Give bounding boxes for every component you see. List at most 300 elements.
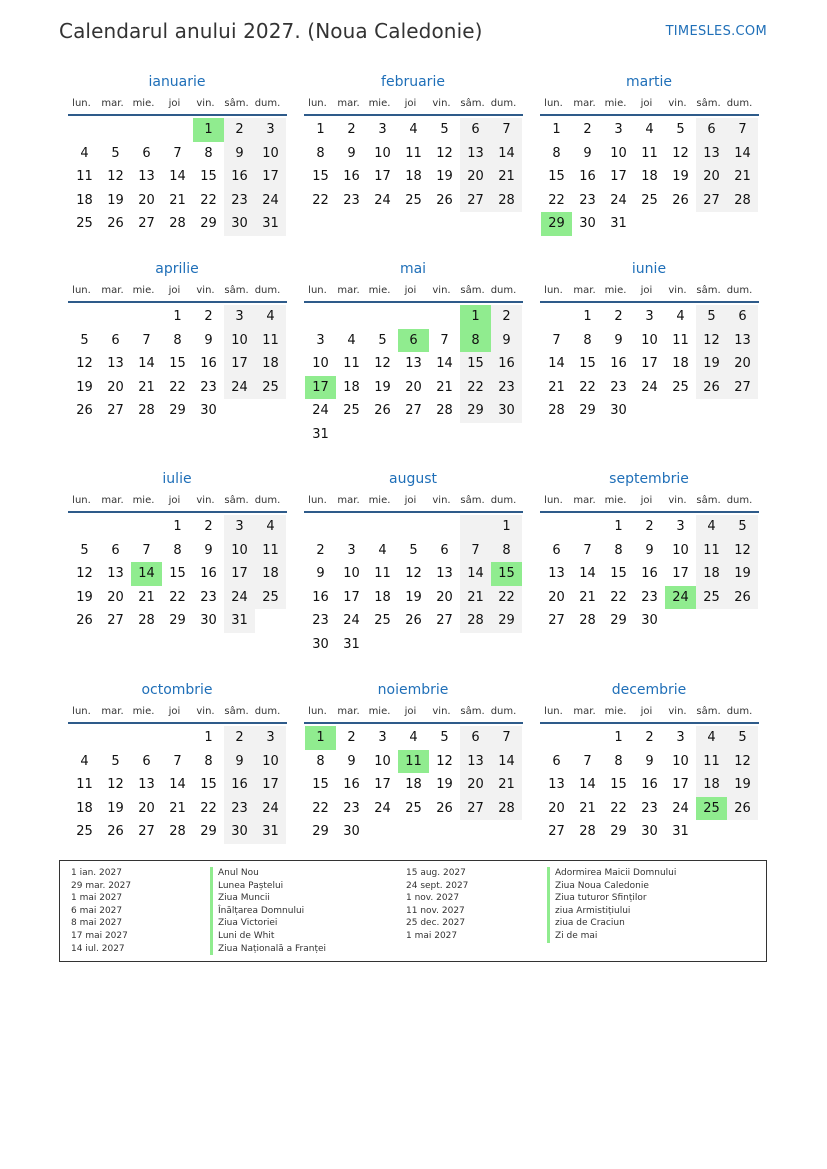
day-cell: 13 bbox=[727, 329, 758, 353]
empty-cell bbox=[224, 399, 255, 423]
day-cell: 27 bbox=[460, 797, 491, 821]
day-cell: 2 bbox=[224, 726, 255, 750]
empty-cell bbox=[69, 515, 100, 539]
empty-cell bbox=[460, 820, 491, 844]
day-cell: 6 bbox=[552, 753, 561, 769]
day-cell: 26 bbox=[374, 403, 391, 419]
day-cell: 17 bbox=[255, 773, 286, 797]
day-cell: 16 bbox=[579, 169, 596, 185]
day-cell: 19 bbox=[107, 192, 124, 208]
weekday-label: lun. bbox=[544, 284, 563, 296]
month-iunie bbox=[538, 258, 760, 423]
day-cell: 8 bbox=[614, 542, 623, 558]
empty-cell bbox=[572, 726, 603, 750]
day-cell: 15 bbox=[579, 356, 596, 372]
weekday-label: sâm. bbox=[696, 494, 721, 506]
day-cell: 5 bbox=[696, 305, 727, 329]
legend-holiday-name: Ziua tuturor Sfinților bbox=[547, 892, 676, 905]
day-cell: 8 bbox=[204, 145, 213, 161]
empty-cell bbox=[665, 609, 696, 633]
day-cell: 29 bbox=[460, 399, 491, 423]
weekday-label: lun. bbox=[544, 705, 563, 717]
day-cell: 23 bbox=[491, 376, 522, 400]
empty-cell bbox=[727, 609, 758, 633]
weekday-label: vin. bbox=[668, 705, 687, 717]
day-cell: 3 bbox=[378, 122, 387, 137]
weekday-label: joi bbox=[640, 284, 653, 296]
empty-cell bbox=[429, 633, 460, 657]
day-cell: 20 bbox=[138, 192, 155, 208]
day-cell: 18 bbox=[696, 562, 727, 586]
weekday-label: mar. bbox=[337, 284, 360, 296]
day-cell: 9 bbox=[316, 566, 325, 582]
day-cell: 29 bbox=[579, 403, 596, 419]
day-cell: 15 bbox=[169, 566, 186, 582]
day-cell: 22 bbox=[610, 589, 627, 605]
weekday-label: mar. bbox=[573, 284, 596, 296]
day-cell: 13 bbox=[460, 142, 491, 166]
header-rule bbox=[68, 511, 287, 513]
day-cell: 12 bbox=[727, 750, 758, 774]
day-cell: 24 bbox=[312, 403, 329, 419]
month-august bbox=[302, 468, 524, 657]
empty-cell bbox=[100, 305, 131, 329]
day-cell: 15 bbox=[610, 777, 627, 793]
header-rule bbox=[304, 114, 523, 116]
day-cell: 19 bbox=[374, 379, 391, 395]
legend-holiday-date: 6 mai 2027 bbox=[71, 905, 123, 916]
empty-cell bbox=[398, 515, 429, 539]
header-rule bbox=[540, 301, 759, 303]
month-name: aprilie bbox=[155, 261, 199, 277]
weekday-label: lun. bbox=[308, 705, 327, 717]
header-rule bbox=[68, 301, 287, 303]
day-cell: 6 bbox=[111, 332, 120, 348]
day-cell: 10 bbox=[672, 542, 689, 558]
legend-holiday-date: 15 aug. 2027 bbox=[406, 868, 466, 878]
empty-cell bbox=[69, 118, 100, 142]
day-cell: 10 bbox=[343, 566, 360, 582]
day-cell: 24 bbox=[255, 797, 286, 821]
legend-holiday-date: 11 nov. 2027 bbox=[406, 905, 465, 916]
day-cell: 24 bbox=[672, 800, 689, 816]
day-cell: 12 bbox=[374, 356, 391, 372]
weekday-label: mar. bbox=[337, 97, 360, 109]
weekday-label: dum. bbox=[490, 705, 517, 717]
empty-cell bbox=[460, 633, 491, 657]
day-cell: 30 bbox=[200, 403, 217, 419]
day-grid bbox=[541, 118, 758, 236]
day-cell: 30 bbox=[641, 613, 658, 629]
empty-cell bbox=[491, 423, 522, 447]
weekday-label: mar. bbox=[573, 494, 596, 506]
weekday-label: joi bbox=[404, 494, 417, 506]
day-cell: 5 bbox=[440, 730, 449, 745]
empty-cell bbox=[69, 305, 100, 329]
month-noiembrie bbox=[302, 679, 524, 844]
empty-cell bbox=[572, 515, 603, 539]
day-cell: 28 bbox=[138, 403, 155, 419]
day-cell: 28 bbox=[491, 189, 522, 213]
legend-holiday-date: 1 mai 2027 bbox=[406, 930, 458, 941]
legend-holiday-date: 8 mai 2027 bbox=[71, 918, 123, 929]
day-cell: 7 bbox=[583, 542, 592, 558]
legend-dates-left bbox=[71, 867, 131, 955]
day-cell: 8 bbox=[316, 753, 325, 769]
legend-holiday-name: Adormirea Maicii Domnului bbox=[547, 867, 676, 880]
day-cell: 7 bbox=[142, 332, 151, 348]
empty-cell bbox=[696, 820, 727, 844]
weekday-label: dum. bbox=[726, 97, 753, 109]
day-cell: 30 bbox=[579, 216, 596, 232]
day-cell: 20 bbox=[460, 773, 491, 797]
day-cell: 30 bbox=[224, 212, 255, 236]
day-cell: 10 bbox=[255, 142, 286, 166]
weekday-label: mie. bbox=[604, 494, 627, 506]
legend-dates-right bbox=[406, 867, 468, 943]
day-cell: 19 bbox=[405, 589, 422, 605]
holiday-day-cell: 1 bbox=[193, 118, 224, 142]
day-cell: 14 bbox=[491, 750, 522, 774]
day-cell: 3 bbox=[378, 730, 387, 745]
day-cell: 4 bbox=[645, 122, 654, 137]
weekday-label: dum. bbox=[490, 97, 517, 109]
day-cell: 11 bbox=[76, 169, 93, 185]
day-cell: 24 bbox=[224, 376, 255, 400]
day-cell: 21 bbox=[579, 800, 596, 816]
day-cell: 5 bbox=[409, 542, 418, 558]
legend-holiday-name: Ziua Muncii bbox=[210, 892, 326, 905]
weekday-header bbox=[538, 280, 760, 300]
day-cell: 29 bbox=[200, 216, 217, 232]
day-cell: 9 bbox=[224, 750, 255, 774]
holiday-day-cell: 25 bbox=[696, 797, 727, 821]
weekday-label: mar. bbox=[101, 705, 124, 717]
day-cell: 16 bbox=[491, 352, 522, 376]
day-cell: 23 bbox=[200, 589, 217, 605]
day-cell: 28 bbox=[548, 403, 565, 419]
header-rule bbox=[540, 114, 759, 116]
day-cell: 25 bbox=[374, 613, 391, 629]
weekday-label: mar. bbox=[101, 284, 124, 296]
day-cell: 3 bbox=[224, 305, 255, 329]
day-cell: 17 bbox=[255, 165, 286, 189]
day-cell: 1 bbox=[614, 519, 623, 534]
day-grid bbox=[305, 726, 522, 844]
day-cell: 21 bbox=[491, 773, 522, 797]
day-cell: 2 bbox=[204, 309, 213, 324]
holiday-day-cell: 8 bbox=[460, 329, 491, 353]
empty-cell bbox=[398, 820, 429, 844]
day-cell: 27 bbox=[548, 613, 565, 629]
day-cell: 10 bbox=[672, 753, 689, 769]
weekday-label: joi bbox=[168, 705, 181, 717]
empty-cell bbox=[696, 212, 727, 236]
day-cell: 22 bbox=[548, 192, 565, 208]
day-cell: 15 bbox=[169, 356, 186, 372]
day-cell: 11 bbox=[343, 356, 360, 372]
weekday-label: mar. bbox=[573, 705, 596, 717]
day-cell: 30 bbox=[224, 820, 255, 844]
holiday-day-cell: 29 bbox=[541, 212, 572, 236]
weekday-label: sâm. bbox=[460, 705, 485, 717]
day-cell: 7 bbox=[460, 539, 491, 563]
day-cell: 22 bbox=[169, 379, 186, 395]
weekday-label: vin. bbox=[668, 97, 687, 109]
day-cell: 28 bbox=[436, 403, 453, 419]
day-cell: 7 bbox=[727, 118, 758, 142]
header-rule bbox=[304, 511, 523, 513]
day-cell: 9 bbox=[491, 329, 522, 353]
empty-cell bbox=[541, 305, 572, 329]
day-cell: 4 bbox=[80, 753, 89, 769]
weekday-label: joi bbox=[404, 705, 417, 717]
day-cell: 27 bbox=[138, 824, 155, 840]
legend-holiday-name: Înălțarea Domnului bbox=[210, 905, 326, 918]
holiday-day-cell: 14 bbox=[131, 562, 162, 586]
day-cell: 14 bbox=[460, 562, 491, 586]
day-cell: 10 bbox=[224, 539, 255, 563]
month-name: martie bbox=[626, 74, 672, 90]
empty-cell bbox=[460, 515, 491, 539]
day-cell: 12 bbox=[436, 145, 453, 161]
weekday-header bbox=[66, 280, 288, 300]
day-cell: 19 bbox=[727, 773, 758, 797]
day-cell: 19 bbox=[727, 562, 758, 586]
day-cell: 21 bbox=[138, 379, 155, 395]
weekday-label: lun. bbox=[72, 494, 91, 506]
day-cell: 4 bbox=[676, 309, 685, 324]
weekday-label: vin. bbox=[432, 494, 451, 506]
day-cell: 24 bbox=[343, 613, 360, 629]
day-cell: 30 bbox=[491, 399, 522, 423]
weekday-label: dum. bbox=[254, 97, 281, 109]
day-cell: 23 bbox=[224, 189, 255, 213]
day-cell: 22 bbox=[579, 379, 596, 395]
weekday-header bbox=[302, 490, 524, 510]
month-name: iulie bbox=[162, 471, 192, 487]
day-grid bbox=[541, 305, 758, 423]
day-cell: 28 bbox=[579, 824, 596, 840]
weekday-label: joi bbox=[640, 97, 653, 109]
month-septembrie bbox=[538, 468, 760, 633]
day-cell: 29 bbox=[169, 403, 186, 419]
day-cell: 23 bbox=[579, 192, 596, 208]
empty-cell bbox=[131, 305, 162, 329]
day-cell: 11 bbox=[696, 750, 727, 774]
holiday-day-cell: 15 bbox=[491, 562, 522, 586]
legend-holiday-name: Anul Nou bbox=[210, 867, 326, 880]
day-cell: 20 bbox=[460, 165, 491, 189]
day-cell: 9 bbox=[583, 145, 592, 161]
day-cell: 18 bbox=[343, 379, 360, 395]
day-cell: 11 bbox=[255, 329, 286, 353]
day-cell: 29 bbox=[610, 824, 627, 840]
weekday-label: vin. bbox=[668, 494, 687, 506]
day-grid bbox=[69, 726, 286, 844]
day-cell: 20 bbox=[548, 589, 565, 605]
month-name: august bbox=[389, 471, 437, 487]
empty-cell bbox=[100, 515, 131, 539]
day-cell: 26 bbox=[107, 824, 124, 840]
holiday-day-cell: 1 bbox=[305, 726, 336, 750]
day-cell: 6 bbox=[696, 118, 727, 142]
weekday-label: vin. bbox=[196, 284, 215, 296]
legend-holiday-name: Ziua Victoriei bbox=[210, 917, 326, 930]
day-cell: 3 bbox=[316, 332, 325, 348]
empty-cell bbox=[696, 609, 727, 633]
day-cell: 2 bbox=[491, 305, 522, 329]
empty-cell bbox=[491, 820, 522, 844]
day-cell: 16 bbox=[200, 356, 217, 372]
weekday-header bbox=[538, 490, 760, 510]
day-cell: 15 bbox=[548, 169, 565, 185]
weekday-label: mie. bbox=[368, 705, 391, 717]
weekday-label: sâm. bbox=[460, 284, 485, 296]
day-cell: 10 bbox=[610, 145, 627, 161]
day-cell: 13 bbox=[405, 356, 422, 372]
day-cell: 18 bbox=[255, 562, 286, 586]
day-cell: 18 bbox=[76, 192, 93, 208]
day-cell: 7 bbox=[173, 753, 182, 769]
day-cell: 18 bbox=[641, 169, 658, 185]
day-cell: 10 bbox=[224, 329, 255, 353]
day-cell: 21 bbox=[579, 589, 596, 605]
day-cell: 13 bbox=[107, 566, 124, 582]
day-cell: 27 bbox=[460, 189, 491, 213]
day-cell: 16 bbox=[224, 773, 255, 797]
day-cell: 14 bbox=[169, 169, 186, 185]
legend-holiday-date: 24 sept. 2027 bbox=[406, 880, 469, 891]
day-cell: 17 bbox=[374, 169, 391, 185]
day-cell: 28 bbox=[579, 613, 596, 629]
weekday-label: joi bbox=[168, 97, 181, 109]
day-cell: 29 bbox=[312, 824, 329, 840]
weekday-header bbox=[302, 93, 524, 113]
empty-cell bbox=[367, 633, 398, 657]
day-cell: 18 bbox=[255, 352, 286, 376]
header-rule bbox=[304, 301, 523, 303]
day-cell: 30 bbox=[200, 613, 217, 629]
page-title: Calendarul anului 2027. (Noua Caledonie) bbox=[59, 19, 483, 43]
empty-cell bbox=[100, 726, 131, 750]
day-grid bbox=[305, 515, 522, 657]
day-cell: 24 bbox=[374, 192, 391, 208]
weekday-label: dum. bbox=[726, 494, 753, 506]
day-cell: 3 bbox=[255, 726, 286, 750]
weekday-label: sâm. bbox=[696, 284, 721, 296]
day-cell: 13 bbox=[548, 566, 565, 582]
day-cell: 14 bbox=[579, 777, 596, 793]
empty-cell bbox=[336, 305, 367, 329]
day-cell: 14 bbox=[579, 566, 596, 582]
day-cell: 4 bbox=[255, 305, 286, 329]
weekday-label: sâm. bbox=[696, 705, 721, 717]
empty-cell bbox=[367, 305, 398, 329]
day-cell: 8 bbox=[583, 332, 592, 348]
day-cell: 6 bbox=[111, 542, 120, 558]
day-cell: 25 bbox=[76, 824, 93, 840]
day-cell: 9 bbox=[224, 142, 255, 166]
legend-holiday-name: ziua Armistițiului bbox=[547, 905, 676, 918]
weekday-label: mie. bbox=[132, 494, 155, 506]
empty-cell bbox=[305, 305, 336, 329]
day-cell: 18 bbox=[405, 169, 422, 185]
day-cell: 24 bbox=[224, 586, 255, 610]
holiday-day-cell: 24 bbox=[665, 586, 696, 610]
day-cell: 2 bbox=[316, 542, 325, 558]
weekday-label: mie. bbox=[604, 97, 627, 109]
day-cell: 15 bbox=[200, 169, 217, 185]
day-cell: 30 bbox=[641, 824, 658, 840]
weekday-header bbox=[538, 93, 760, 113]
day-cell: 12 bbox=[696, 329, 727, 353]
day-cell: 11 bbox=[255, 539, 286, 563]
day-cell: 26 bbox=[727, 586, 758, 610]
weekday-header bbox=[66, 701, 288, 721]
day-cell: 2 bbox=[614, 309, 623, 324]
weekday-label: vin. bbox=[432, 97, 451, 109]
day-cell: 25 bbox=[255, 586, 286, 610]
day-cell: 14 bbox=[491, 142, 522, 166]
day-cell: 11 bbox=[76, 777, 93, 793]
day-cell: 24 bbox=[255, 189, 286, 213]
weekday-label: lun. bbox=[72, 97, 91, 109]
weekday-label: joi bbox=[168, 284, 181, 296]
empty-cell bbox=[398, 423, 429, 447]
month-aprilie bbox=[66, 258, 288, 423]
day-cell: 16 bbox=[224, 165, 255, 189]
day-cell: 31 bbox=[255, 820, 286, 844]
day-cell: 1 bbox=[614, 730, 623, 745]
day-cell: 3 bbox=[645, 309, 654, 324]
day-cell: 5 bbox=[440, 122, 449, 137]
weekday-label: lun. bbox=[308, 97, 327, 109]
weekday-header bbox=[302, 280, 524, 300]
day-cell: 2 bbox=[204, 519, 213, 534]
day-cell: 16 bbox=[343, 777, 360, 793]
day-cell: 4 bbox=[347, 332, 356, 348]
day-cell: 8 bbox=[173, 542, 182, 558]
day-cell: 27 bbox=[107, 613, 124, 629]
holiday-legend bbox=[59, 860, 767, 962]
day-cell: 22 bbox=[312, 192, 329, 208]
day-cell: 8 bbox=[552, 145, 561, 161]
empty-cell bbox=[162, 118, 193, 142]
empty-cell bbox=[665, 399, 696, 423]
legend-holiday-name: Luni de Whit bbox=[210, 930, 326, 943]
weekday-label: dum. bbox=[490, 284, 517, 296]
day-cell: 21 bbox=[169, 800, 186, 816]
weekday-label: mie. bbox=[132, 705, 155, 717]
day-cell: 3 bbox=[224, 515, 255, 539]
day-cell: 4 bbox=[696, 726, 727, 750]
day-cell: 13 bbox=[548, 777, 565, 793]
day-grid bbox=[541, 515, 758, 633]
day-cell: 25 bbox=[405, 192, 422, 208]
empty-cell bbox=[398, 305, 429, 329]
day-cell: 1 bbox=[583, 309, 592, 324]
day-cell: 12 bbox=[76, 566, 93, 582]
weekday-label: mar. bbox=[337, 705, 360, 717]
day-cell: 3 bbox=[614, 122, 623, 137]
day-cell: 7 bbox=[440, 332, 449, 348]
brand-logo[interactable]: TIMESLES.COM bbox=[665, 24, 767, 39]
weekday-label: dum. bbox=[254, 705, 281, 717]
day-cell: 10 bbox=[255, 750, 286, 774]
empty-cell bbox=[541, 515, 572, 539]
empty-cell bbox=[162, 726, 193, 750]
